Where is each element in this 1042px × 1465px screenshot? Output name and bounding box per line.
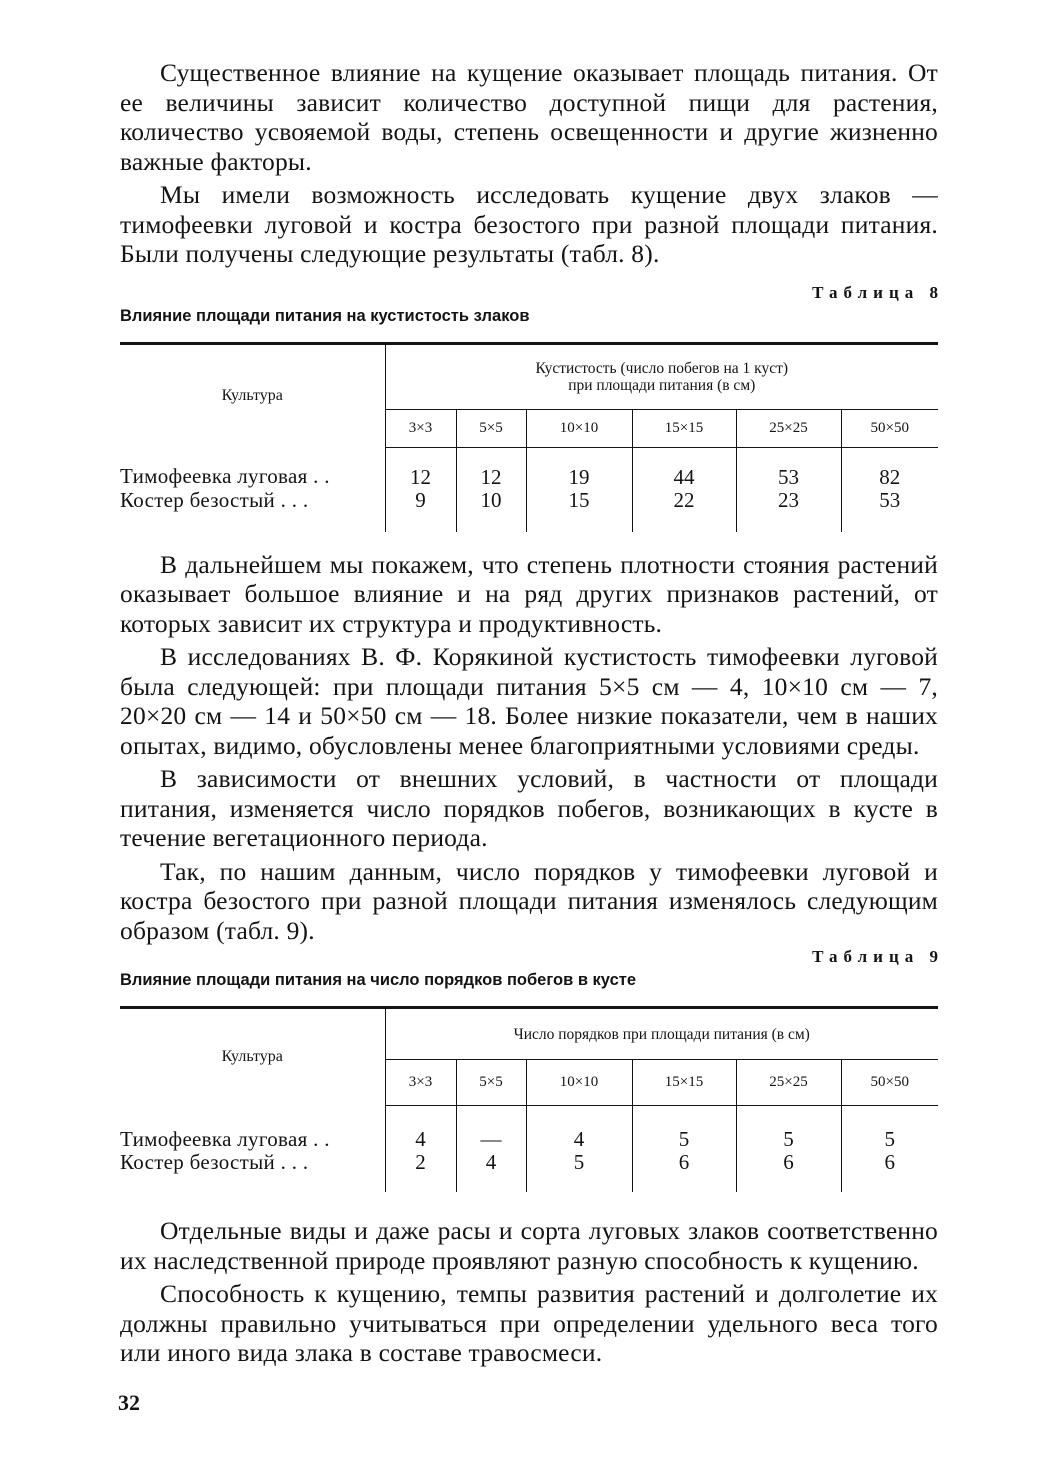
table-cell: 5 (841, 1106, 938, 1152)
table8-group-header-line1: Кустистость (число побегов на 1 куст) (535, 359, 789, 377)
paragraph: Способность к кущению, темпы развития растений и долголетие их должны правильно учитываться при определении удельного веса того или иного вида злака в составе травосмеси. (120, 1279, 938, 1367)
row-name: Тимофеевка луговая . . (120, 1106, 385, 1152)
table9-size-header: 25×25 (736, 1060, 841, 1106)
row-name: Костер безостый . . . (120, 489, 385, 532)
table9-size-header: 10×10 (526, 1060, 632, 1106)
table-cell: 4 (415, 1127, 426, 1151)
table-row (120, 1151, 938, 1192)
table8-group-header (385, 343, 938, 409)
table9-title: Влияние площади питания на число порядков побегов в кусте (120, 971, 637, 989)
table8-size-header: 10×10 (526, 409, 632, 447)
table-cell: 22 (632, 489, 736, 532)
table-cell: 4 (526, 1106, 632, 1152)
table8-group-header-line2: при площади питания (в см) (568, 376, 756, 394)
table9-culture-header: Культура (120, 1008, 385, 1106)
table9 (120, 1006, 938, 1192)
page-content (120, 58, 944, 1368)
page-number: 32 (118, 1390, 140, 1415)
table9-size-header: 15×15 (632, 1060, 736, 1106)
table8-title: Влияние площади питания на кустистость злаков (120, 306, 530, 325)
paragraph: Мы имели возможность исследовать кущение двух злаков — тимофеевки луговой и костра безостого при разной площади питания. Были получены следующие результаты (табл. 8). (120, 180, 938, 268)
table-cell: 19 (526, 447, 632, 489)
table-cell: 4 (456, 1151, 526, 1192)
table-cell: 53 (841, 489, 938, 532)
table8-size-header: 3×3 (385, 409, 456, 447)
table9-size-header: 5×5 (456, 1060, 526, 1106)
table8-size-header: 25×25 (736, 409, 841, 447)
paragraph: Существенное влияние на кущение оказывает площадь питания. От ее величины зависит количество доступной пищи для растения, количество усвояемой воды, степень освещенности и другие жизненно важные факторы. (120, 58, 938, 176)
table8-culture-header: Культура (120, 343, 385, 447)
table8-size-header: 15×15 (632, 409, 736, 447)
table-cell: 44 (632, 447, 736, 489)
table-cell: 6 (841, 1151, 938, 1192)
table-cell: 12 (410, 464, 431, 489)
table-cell: 6 (736, 1151, 841, 1192)
table9-number: Таблица 9 (812, 947, 944, 966)
table-cell: 5 (632, 1106, 736, 1152)
table-row (120, 1106, 938, 1152)
table-cell: 12 (456, 447, 526, 489)
table-cell: 10 (456, 489, 526, 532)
table9-group-header: Число порядков при площади питания (в см) (385, 1008, 938, 1060)
table8-size-header: 5×5 (456, 409, 526, 447)
paragraph: В исследованиях В. Ф. Корякиной кустистость тимофеевки луговой была следующей: при площади питания 5×5 см — 4, 10×10 см — 7, 20×20 см — 14 и 50×50 см — 18. Более низкие показатели, чем в наших опытах, видимо, обусловлены менее благоприятными условиями среды. (120, 642, 938, 760)
table-row (120, 447, 938, 489)
table8-size-header: 50×50 (841, 409, 938, 447)
table-row (120, 489, 938, 532)
table-cell: 9 (415, 487, 426, 512)
table-cell: 5 (736, 1106, 841, 1152)
table-cell: 15 (526, 489, 632, 532)
table8-number: Таблица 8 (812, 282, 944, 302)
table-cell: 6 (632, 1151, 736, 1192)
table-cell: 82 (841, 447, 938, 489)
paragraph: Отдельные виды и даже расы и сорта луговых злаков соответственно их наследственной природе проявляют разную способность к кущению. (120, 1216, 938, 1275)
table9-size-header: 50×50 (841, 1060, 938, 1106)
paragraph: Так, по нашим данным, число порядков у тимофеевки луговой и костра безостого при разной площади питания изменялось следующим образом (табл. 9). (120, 856, 938, 945)
row-name: Тимофеевка луговая . . (120, 447, 385, 489)
table-cell: 5 (526, 1151, 632, 1192)
table9-size-header: 3×3 (385, 1060, 456, 1106)
paragraph: В зависимости от внешних условий, в частности от площади питания, изменяется число порядков побегов, возникающих в кусте в течение вегетационного периода. (120, 764, 938, 852)
table-cell: 53 (736, 447, 841, 489)
row-name: Костер безостый . . . (120, 1151, 385, 1192)
table-cell: — (456, 1106, 526, 1152)
table-cell: 2 (415, 1150, 426, 1174)
table8 (120, 342, 938, 532)
paragraph: В дальнейшем мы покажем, что степень плотности стояния растений оказывает большое влияние и на ряд других признаков растений, от которых зависит их структура и продуктивность. (120, 549, 938, 638)
table-cell: 23 (736, 489, 841, 532)
